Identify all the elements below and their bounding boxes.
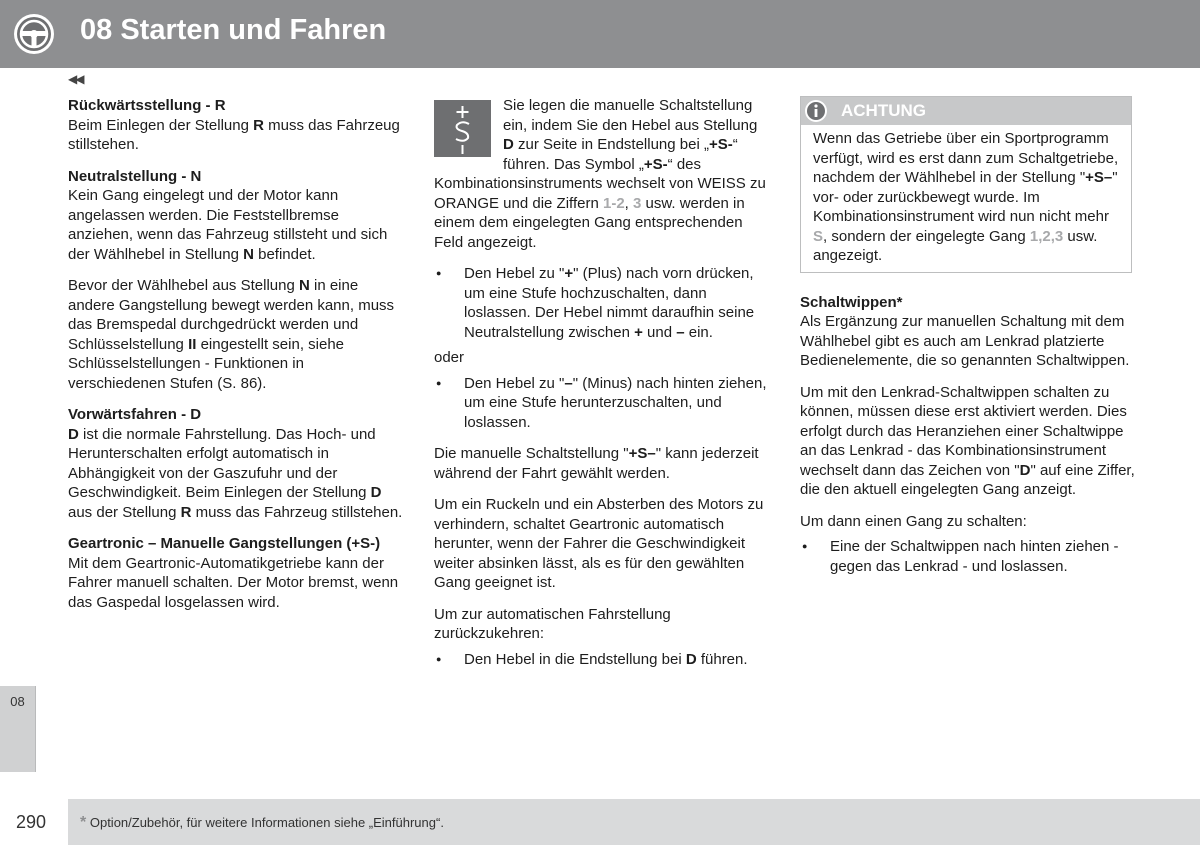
column-2 bbox=[434, 96, 770, 669]
bullet-dot: ● bbox=[436, 377, 442, 388]
paragraph-auto-downshift: Um ein Ruckeln und ein Absterben des Motors zu verhindern, schaltet Geartronic automatisch herunter, wenn der Fahrer die Geschwindigkeit weiter absinken lässt, als es für den gewählten Gang geeignet ist. bbox=[434, 496, 764, 591]
paragraph-drive: D ist die normale Fahrstellung. Das Hoch- und Herunterschalten erfolgt automatisch in Abhängigkeit von der Gaszufuhr und der Geschwindigkeit. Beim Einlegen der Stellung D aus der Stellung R muss das Fahrzeug stillstehen. bbox=[68, 425, 403, 521]
chapter-icon-box bbox=[0, 0, 68, 68]
bullet-dot: ● bbox=[436, 268, 442, 278]
list-item-upshift: ● Den Hebel zu "+" (Plus) nach vorn drücken, um eine Stufe hochzuschalten, dann loslassen. Der Hebel nimmt daraufhin seine Neutralstellung zwischen + und – ein. bbox=[436, 265, 755, 341]
chapter-title: 08 Starten und Fahren bbox=[80, 14, 387, 46]
list-item-downshift: ● Den Hebel zu "–" (Minus) nach hinten ziehen, um eine Stufe herunterzuschalten, und loslassen. bbox=[436, 374, 767, 431]
heading-reverse: Rückwärtsstellung - R bbox=[68, 97, 226, 114]
heading-geartronic: Geartronic – Manuelle Gangstellungen (+S-) bbox=[68, 535, 381, 552]
column-1 bbox=[68, 96, 403, 612]
paragraph-paddles: Als Ergänzung zur manuellen Schaltung mit dem Wählhebel gibt es auch am Lenkrad platzierte Bedienelemente, die so genannten Schaltwippen. bbox=[800, 313, 1130, 369]
warning-text: Wenn das Getriebe über ein Sportprogramm verfügt, wird es erst dann zum Schaltgetriebe, nachdem der Wählhebel in der Stellung "+S–" vor- oder zurückbewegt wurde. Im Kombinationsinstrument wird nun nicht mehr S, sondern der eingelegte Gang 1,2,3 usw. angezeigt. bbox=[813, 130, 1119, 264]
chapter-side-tab-label: 08 bbox=[10, 694, 25, 709]
paragraph-return-auto: Um zur automatischen Fahrstellung zurückzukehren: bbox=[434, 605, 671, 642]
list-item-return-d: ● Den Hebel in die Endstellung bei D führen. bbox=[436, 650, 748, 668]
warning-label: ACHTUNG bbox=[841, 101, 926, 120]
text-oder: oder bbox=[434, 349, 465, 366]
heading-neutral: Neutralstellung - N bbox=[68, 167, 202, 185]
bullet-dot: ● bbox=[802, 541, 808, 551]
paragraph-neutral: Kein Gang eingelegt und der Motor kann angelassen werden. Die Feststellbremse anziehen, wenn das Fahrzeug stillsteht und sich der Wählhebel in Stellung N befindet. bbox=[68, 187, 388, 263]
paragraph-manual-mode: Sie legen die manuelle Schaltstellung ein, indem Sie den Hebel aus Stellung D zur Seite in Endstellung bei „+S-“ führen. Das Symbol „+S-“ des Kombinationsinstruments wechselt von WEISS zu ORANGE und die Ziffern 1-2, 3 usw. werden in einem dem eingelegten Gang entsprechenden Feld angezeigt. bbox=[434, 97, 766, 251]
info-icon bbox=[804, 99, 828, 123]
paragraph-brake: Bevor der Wählhebel aus Stellung N in eine andere Gangstellung bewegt werden kann, muss das Bremspedal durchgedrückt werden und Schlüsselstellung II eingestellt sein, siehe Schlüsselstellungen - Funktionen in verschiedenen Stufen (S. 86). bbox=[68, 277, 395, 392]
paragraph-geartronic: Mit dem Geartronic-Automatikgetriebe kann der Fahrer manuell schalten. Der Motor bremst, wenn das Gaspedal losgelassen wird. bbox=[68, 554, 399, 611]
list-item-pull-paddle: ● Eine der Schaltwippen nach hinten ziehen - gegen das Lenkrad - und loslassen. bbox=[802, 538, 1119, 575]
bullet-dot: ● bbox=[436, 653, 442, 664]
back-nav-link[interactable]: ◀◀ bbox=[68, 72, 83, 86]
plus-s-minus-icon bbox=[434, 100, 491, 157]
paragraph-reverse: Beim Einlegen der Stellung R muss das Fahrzeug stillstehen. bbox=[68, 116, 400, 153]
paragraph-paddles-activate: Um mit den Lenkrad-Schaltwippen schalten zu können, müssen diese erst aktiviert werden. Dies erfolgt durch das Heranziehen einer Schaltwippe an das Lenkrad - das Kombinationsinstrument wechselt dann das Zeichen von "D" auf eine Ziffer, die den aktuell eingelegten Gang anzeigt. bbox=[800, 383, 1135, 498]
chapter-header bbox=[0, 0, 1200, 68]
warning-header bbox=[801, 97, 1131, 125]
footnote: * Option/Zubehör, für weitere Informationen siehe „Einführung“. bbox=[80, 814, 444, 831]
page-number: 290 bbox=[16, 812, 47, 832]
column-3 bbox=[800, 96, 1136, 576]
chapter-side-tab[interactable] bbox=[0, 686, 36, 772]
heading-drive: Vorwärtsfahren - D bbox=[68, 406, 202, 423]
steering-wheel-icon bbox=[12, 12, 56, 56]
warning-box bbox=[800, 96, 1132, 273]
paragraph-anytime: Die manuelle Schaltstellung "+S–" kann jederzeit während der Fahrt gewählt werden. bbox=[434, 445, 759, 482]
paragraph-shift-gear: Um dann einen Gang zu schalten: bbox=[800, 512, 1027, 530]
heading-paddles: Schaltwippen* bbox=[800, 293, 903, 311]
